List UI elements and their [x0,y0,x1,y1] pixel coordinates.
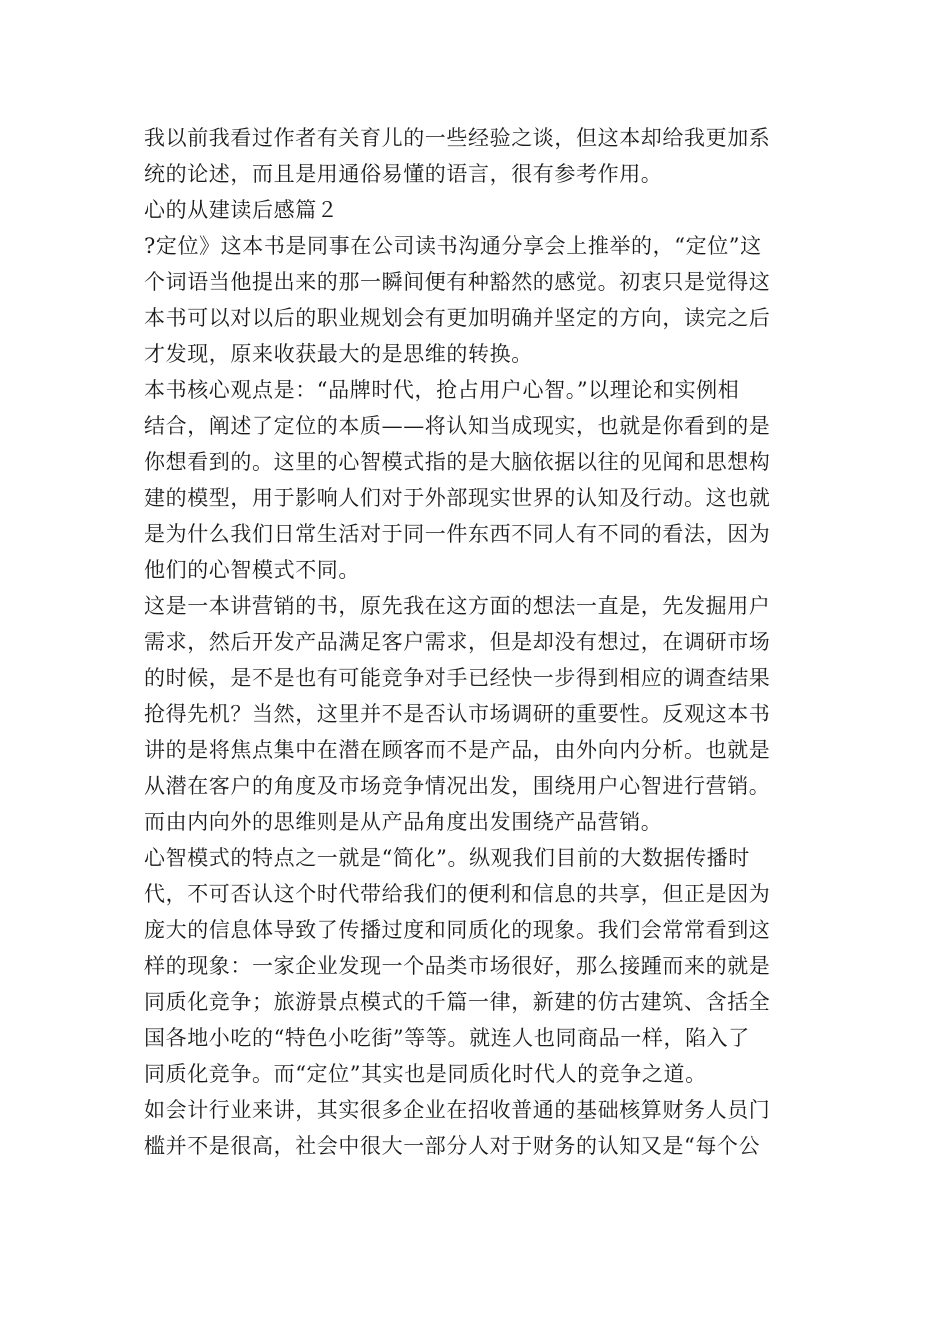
text-line: 的时候，是不是也有可能竞争对手已经快一步得到相应的调查结果 [144,666,771,690]
text-line: 国各地小吃的“特色小吃街”等等。就连人也同商品一样，陷入了 [144,1026,750,1050]
text-line: 从潜在客户的角度及市场竞争情况出发，围绕用户心智进行营销。 [144,774,771,798]
intro-paragraph [144,120,812,192]
text-line: 才发现，原来收获最大的是思维的转换。 [144,342,533,366]
text-line: 这是一本讲营销的书，原先我在这方面的想法一直是，先发掘用户 [144,594,771,618]
text-line: 我以前我看过作者有关育儿的一些经验之谈，但这本却给我更加系 [144,126,771,150]
text-line: 结合，阐述了定位的本质——将认知当成现实，也就是你看到的是 [144,414,771,438]
text-line: 如会计行业来讲，其实很多企业在招收普通的基础核算财务人员门 [144,1098,771,1122]
text-line: 代，不可否认这个时代带给我们的便利和信息的共享，但正是因为 [144,882,771,906]
text-line: 本书核心观点是：“品牌时代，抢占用户心智。”以理论和实例相 [144,378,740,402]
text-line: 他们的心智模式不同。 [144,558,360,582]
text-line: 庞大的信息体导致了传播过度和同质化的现象。我们会常常看到这 [144,918,771,942]
paragraph-3 [144,588,812,840]
text-line: 抢得先机？当然，这里并不是否认市场调研的重要性。反观这本书 [144,702,771,726]
text-line: 个词语当他提出来的那一瞬间便有种豁然的感觉。初衷只是觉得这 [144,270,771,294]
text-line: 样的现象：一家企业发现一个品类市场很好，那么接踵而来的就是 [144,954,771,978]
document-page [144,120,812,1164]
text-line: 讲的是将焦点集中在潜在顾客而不是产品，由外向内分析。也就是 [144,738,771,762]
paragraph-2 [144,372,812,588]
text-line: 是为什么我们日常生活对于同一件东西不同人有不同的看法，因为 [144,522,771,546]
text-line: 同质化竞争；旅游景点模式的千篇一律，新建的仿古建筑、含括全 [144,990,771,1014]
paragraph-1 [144,228,812,372]
text-line: 建的模型，用于影响人们对于外部现实世界的认知及行动。这也就 [144,486,771,510]
text-line: 而由内向外的思维则是从产品角度出发围绕产品营销。 [144,810,663,834]
text-line: 统的论述，而且是用通俗易懂的语言，很有参考作用。 [144,162,663,186]
text-line: 同质化竞争。而“定位”其实也是同质化时代人的竞争之道。 [144,1062,707,1086]
section-heading: 心的从建读后感篇２ [144,198,339,222]
text-line: 你想看到的。这里的心智模式指的是大脑依据以往的见闻和思想构 [144,450,771,474]
text-line: ?定位》这本书是同事在公司读书沟通分享会上推举的，“定位”这 [144,234,762,258]
paragraph-5 [144,1092,812,1164]
paragraph-4 [144,840,812,1092]
text-line: 需求，然后开发产品满足客户需求，但是却没有想过，在调研市场 [144,630,771,654]
text-line: 本书可以对以后的职业规划会有更加明确并坚定的方向，读完之后 [144,306,771,330]
text-line: 心智模式的特点之一就是“简化”。纵观我们目前的大数据传播时 [144,846,750,870]
text-line: 槛并不是很高，社会中很大一部分人对于财务的认知又是“每个公 [144,1134,761,1158]
